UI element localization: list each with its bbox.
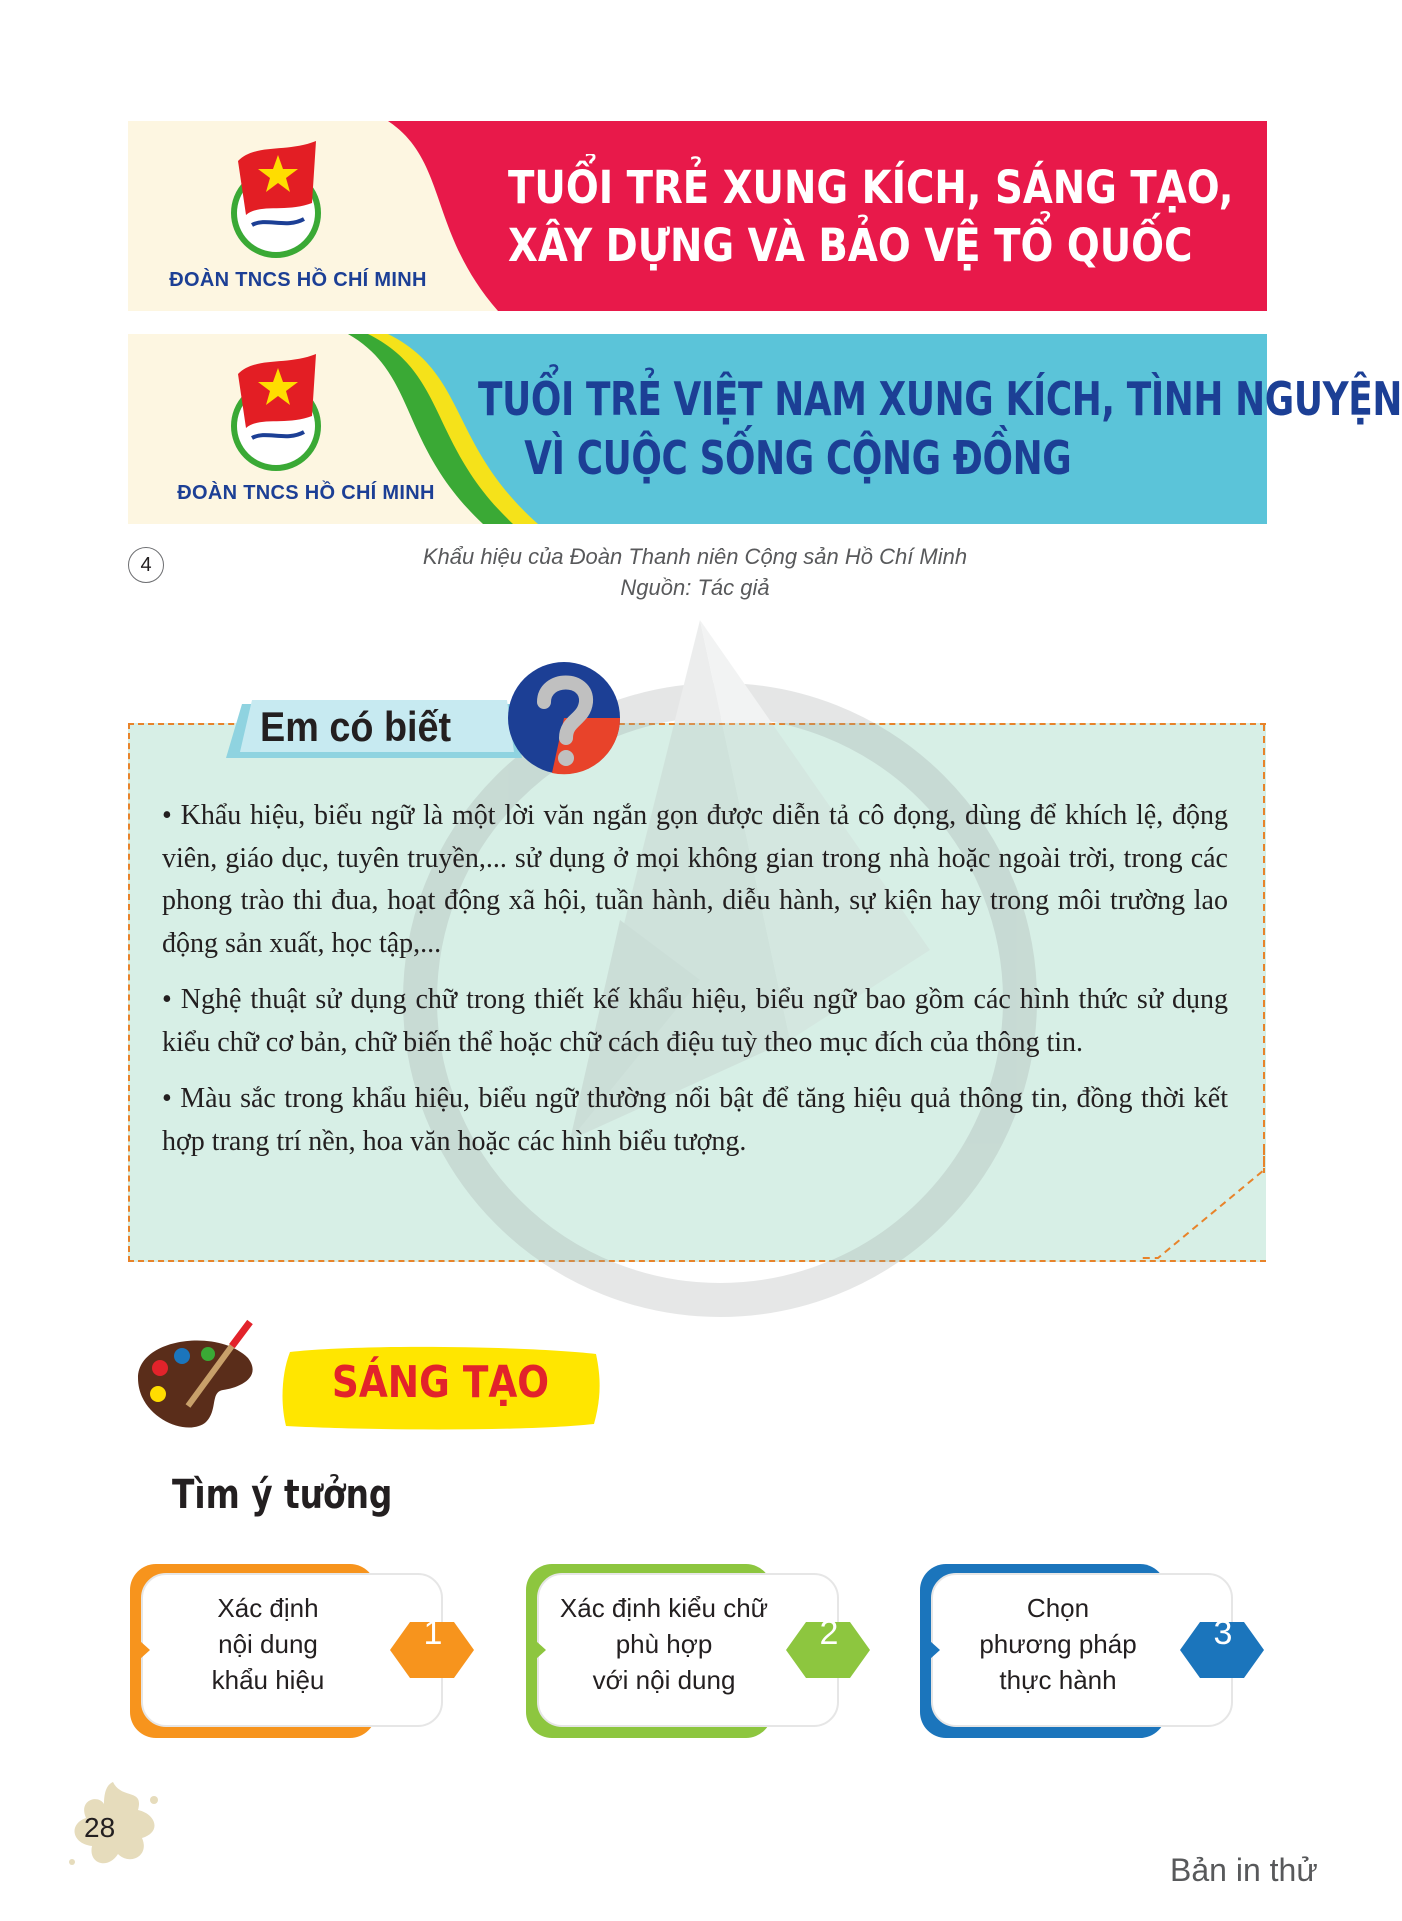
step-line: Xác định kiểu chữ <box>559 1593 769 1623</box>
step-line: Xác định <box>217 1593 319 1623</box>
find-idea-heading: Tìm ý tưởng <box>172 1472 393 1518</box>
step-text <box>546 1590 782 1698</box>
caption-source: Nguồn: Tác giả <box>620 575 770 600</box>
step-line: khẩu hiệu <box>211 1665 325 1695</box>
slogan-line: VÌ CUỘC SỐNG CỘNG ĐỒNG <box>524 430 1072 485</box>
slogan-line: XÂY DỰNG VÀ BẢO VỆ TỔ QUỐC <box>508 218 1193 272</box>
step-line: phương pháp <box>979 1629 1137 1659</box>
slogan-banner-blue <box>128 334 1402 524</box>
figure-caption <box>380 541 1010 603</box>
did-you-know-content <box>162 795 1228 1177</box>
step-line: với nội dung <box>592 1665 736 1695</box>
banner-slogan <box>508 159 1234 274</box>
bullet-item: • Nghệ thuật sử dụng chữ trong thiết kế khẩu hiệu, biểu ngữ bao gồm các hình thức sử dụng kiểu chữ cơ bản, chữ biến thể hoặc chữ cách điệu tuỳ theo mục đích của thông tin. <box>162 984 1228 1058</box>
step-line: nội dung <box>218 1629 318 1659</box>
step-card-3 <box>918 1562 1268 1740</box>
youth-union-logo <box>216 133 346 263</box>
step-number: 2 <box>819 1614 839 1652</box>
banner-slogan <box>478 370 1402 488</box>
step-card-1 <box>128 1562 478 1740</box>
did-you-know-title: Em có biết <box>260 703 452 750</box>
palette-icon <box>128 1318 258 1438</box>
figure-number: 4 <box>128 547 164 583</box>
bullet-item: • Khẩu hiệu, biểu ngữ là một lời văn ngắn gọn được diễn tả cô đọng, dùng để khích lệ, động viên, giáo dục, tuyên truyền,... sử dụng ở mọi không gian trong nhà hoặc ngoài trời, trong các phong trào thi đua, hoạt động xã hội, tuần hành, diễu hành, sự kiện hay trong môi trường lao động sản xuất, học tập,... <box>162 800 1228 959</box>
org-label: ĐOÀN TNCS HỒ CHÍ MINH <box>177 482 435 504</box>
step-number: 1 <box>423 1614 443 1652</box>
step-line: thực hành <box>999 1665 1117 1695</box>
bullet-item: • Màu sắc trong khẩu hiệu, biểu ngữ thường nổi bật để tăng hiệu quả thông tin, đồng thời kết hợp trang trí nền, hoa văn hoặc các hình biểu tượng. <box>162 1083 1228 1157</box>
step-text <box>940 1590 1176 1698</box>
org-label: ĐOÀN TNCS HỒ CHÍ MINH <box>169 269 427 291</box>
slogan-line: TUỔI TRẺ XUNG KÍCH, SÁNG TẠO, <box>508 161 1234 214</box>
step-line: Chọn <box>1026 1593 1090 1623</box>
youth-union-logo <box>216 346 346 476</box>
caption-line: Khẩu hiệu của Đoàn Thanh niên Cộng sản Hồ Chí Minh <box>422 544 968 569</box>
slogan-line: TUỔI TRẺ VIỆT NAM XUNG KÍCH, TÌNH NGUYỆN <box>478 372 1402 426</box>
step-text <box>150 1590 386 1698</box>
draft-label: Bản in thử <box>1170 1852 1318 1888</box>
question-mark-icon <box>504 658 624 778</box>
page-number: 28 <box>84 1812 116 1843</box>
step-card-2 <box>524 1562 874 1740</box>
creative-title: SÁNG TẠO <box>331 1357 550 1408</box>
step-line: phù hợp <box>615 1629 713 1659</box>
slogan-banner-red <box>128 121 1267 311</box>
step-number: 3 <box>1213 1614 1233 1652</box>
